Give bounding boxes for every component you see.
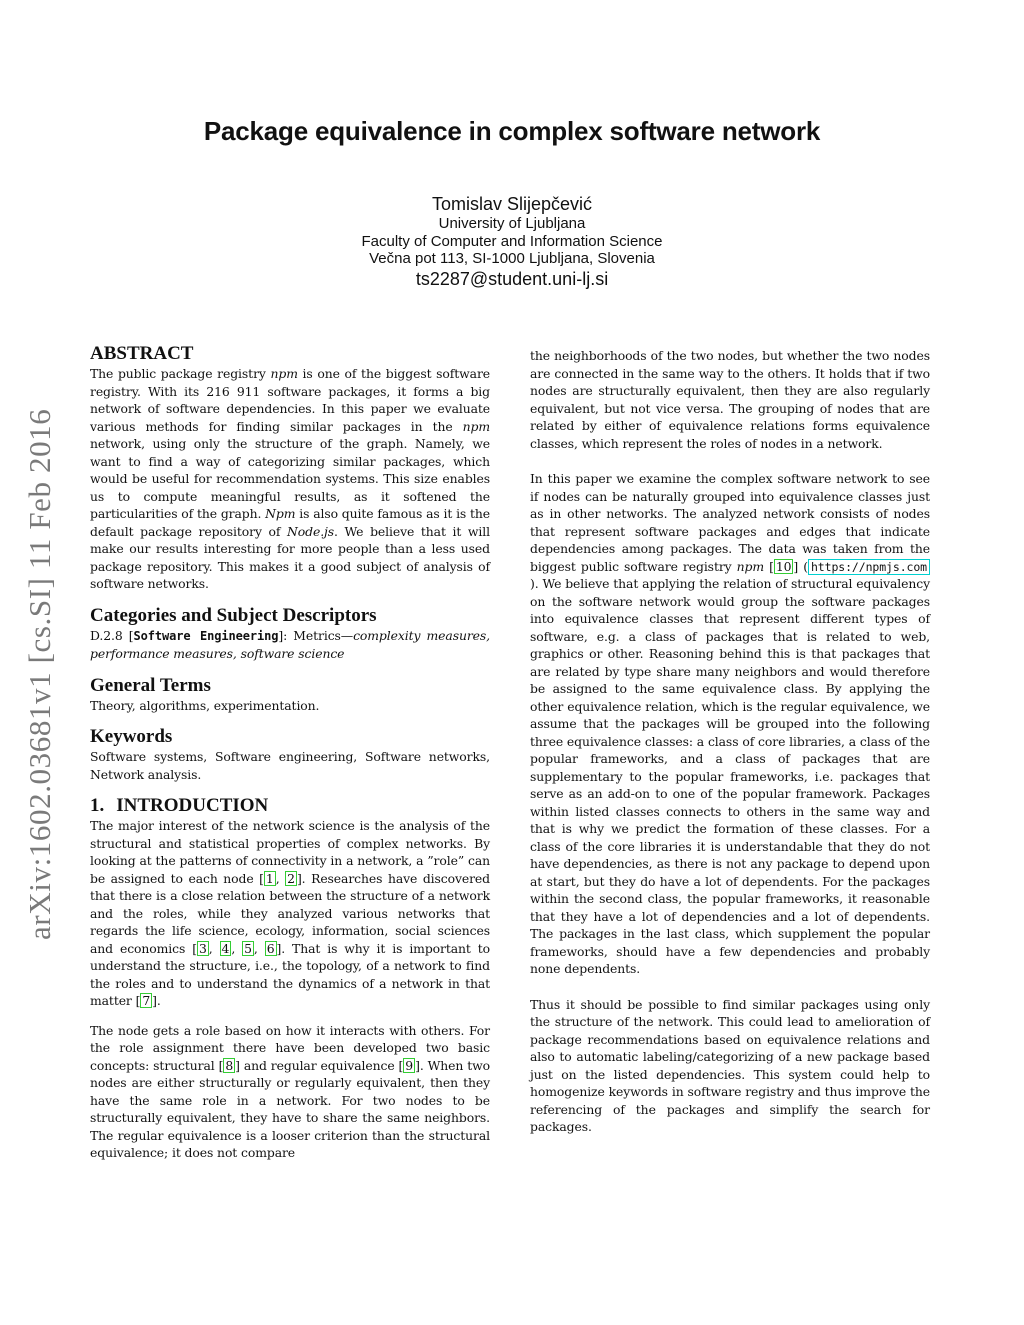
intro-paragraph-2-continued: the neighborhoods of the two nodes, but whether the two nodes are connected in the same way to the others. It holds that if two nodes are structurally equivalent, then they are also regularly equivalent, but not vice versa. The grouping of nodes that are related by either of equivalence relations forms equivalence classes, which represent the roles of nodes in a network. [530,348,930,451]
author-address: Večna pot 113, SI-1000 Ljubljana, Slovenia [369,250,655,267]
citation-link[interactable]: 8 [225,1057,234,1073]
citation-link[interactable]: 5 [244,940,252,956]
general-terms-heading: General Terms [90,674,211,696]
citation-link[interactable]: 2 [287,870,295,886]
categories-text: D.2.8 [Software Engineering]: Metrics—complexity measures, performance measures, software science [90,627,490,661]
citation-link[interactable]: 9 [405,1057,414,1073]
arxiv-stamp: arXiv:1602.03681v1 [cs.SI] 11 Feb 2016 [22,408,57,940]
citation-link[interactable]: 7 [142,993,151,1008]
citation-link[interactable]: 3 [198,940,207,956]
author-name: Tomislav Slijepčević [431,194,593,214]
intro-paragraph-2: The node gets a role based on how it interacts with others. For the role assignment there have been developed two basic concepts: structural [ 8 ] and regular equivalence [ 9 ]. When two nodes are either structurally or regularly equivalent, then they have the same role in a network. For two nodes to be structurally equivalent, they have to share the same neighbors. The regular equivalence is a looser criterion than the structural equivalence; it does not compare [90,1022,491,1160]
author-block [0,193,1024,290]
intro-paragraph-4: Thus it should be possible to find similar packages using only the structure of the network. This could lead to amelioration of package recommendations based on equivalence relations and also to automatic labeling/categorizing of a new package based just on the listed dependencies. This system could help to homogenize keywords in software registry and thus improve the referencing of the packages and simplify the search for packages. [530,996,930,1134]
intro-paragraph-3: In this paper we examine the complex software network to see if nodes can be naturally grouped into equivalence classes just as in other networks. The analyzed network consists of nodes that represent software packages and edges that indicate dependencies among packages. The data was taken from the biggest public software registry npm [ 10 ] ( https://npmjs.com). We believe that applying the relation of structural equivalency on the software network would group the software packages into equivalence classes that represent different types of software, e.g. a class of packages that is related to web, graphics or other. Reasoning behind this is that packages that are related by type share many neighbors and would therefore be assigned to the same equivalence class. By applying the other equivalence relation, which is the regular equivalence, we assume that the packages will be grouped into the following three equivalence classes: a class of core libraries, a class of the popular frameworks, and a class of packages that are supplementary to the popular frameworks, i.e. packages that serve as an add-on to one of the popular framework. Packages within listed classes connects to others in the same way and that is why we predict the formation of these classes. For a class of the core libraries it is understandable that they do not have dependencies, as there is not any package to depend upon at start, but they do have a lot of dependents. For the packages within the second class, the popular frameworks, it reasonable that they have a lot of dependencies and a lot of dependents. The packages in the last class, which supplement the popular frameworks, should have a few dependencies and probably none dependents. [530,471,930,976]
keywords-text: Software systems, Software engineering, Software networks, Network analysis. [90,749,490,782]
npm-url-link[interactable]: https://npmjs.com [808,559,930,575]
intro-paragraph-1: The major interest of the network science is the analysis of the structural and statistical properties of complex networks. By looking at the patterns of connectivity in a network, a ”role” can be assigned to each node [ 1 , 2 ]. Researches have discovered that there is a close relation between the structure of a network and the roles, while they analyzed various networks that regards the life science, ecology, information, social sciences and economics [ 3 , 4 , 5 , 6 ]. That is why it is important to understand the structure, i.e., the topology, of a network to find the roles and to understand the dynamics of a network in that matter [ 7 ]. [90,818,490,1008]
categories-heading: Categories and Subject Descriptors [90,604,377,626]
right-column [530,347,930,1136]
citation-link[interactable]: 4 [221,940,230,956]
left-column [90,343,490,1162]
paper-title: Package equivalence in complex software network [203,116,821,146]
citation-link[interactable]: 10 [775,558,792,574]
citation-link[interactable]: 1 [265,870,274,886]
abstract-heading: ABSTRACT [90,343,194,364]
citation-link[interactable]: 6 [266,940,275,956]
author-email: ts2287@student.uni-lj.si [415,268,609,289]
author-affiliation-university: University of Ljubljana [438,215,586,232]
introduction-heading: 1. INTRODUCTION [90,795,269,816]
author-affiliation-faculty: Faculty of Computer and Information Science [361,232,663,250]
abstract-text: The public package registry npm is one of the biggest software registry. With its 216 911 software packages, it forms a big network of software dependencies. In this paper we evaluate various methods for finding similar packages in the npm network, using only the structure of the graph. Namely, we want to find a way of categorizing similar packages, which would be useful for recommendation systems. This size enables us to compute meaningful results, as it softened the particularities of the graph. Npm is also quite famous as it is the default package repository of Node.js. We believe that it will make our results interesting for more people than a less used package repository. This makes it a good subject of analysis of software networks. [90,366,491,591]
keywords-heading: Keywords [90,726,173,747]
general-terms-text: Theory, algorithms, experimentation. [90,697,320,713]
